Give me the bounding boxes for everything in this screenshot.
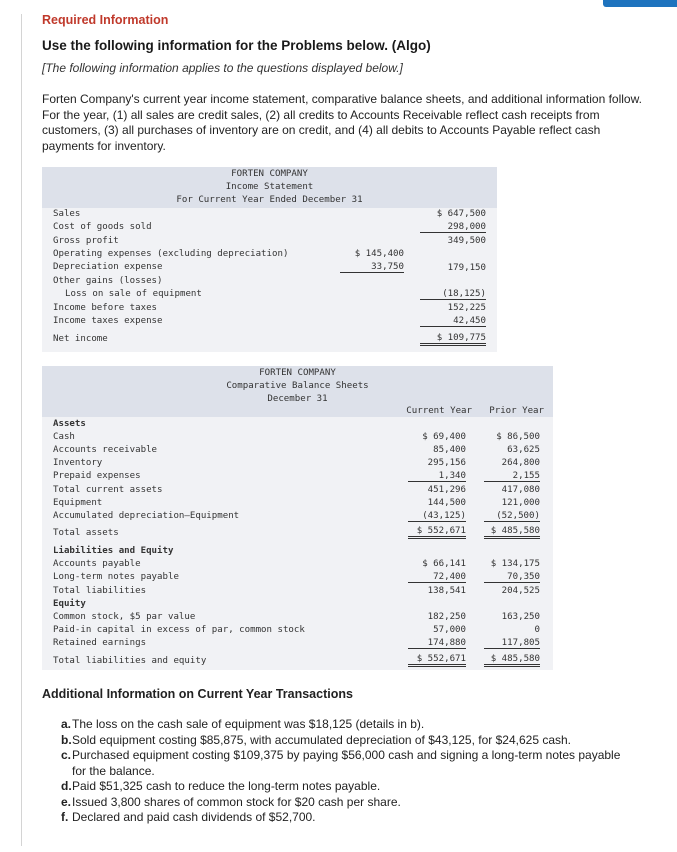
accounts-receivable-current: 85,400	[433, 445, 466, 455]
list-item	[61, 795, 621, 811]
long-term-notes-prior: 70,350	[484, 572, 540, 583]
list-item-text: Paid $51,325 cash to reduce the long-term notes payable.	[72, 779, 381, 793]
prior-year-column-header: Prior Year	[489, 406, 544, 416]
list-item-text: Sold equipment costing $85,875, with accumulated depreciation of $43,125, for $24,625 cash.	[72, 732, 572, 747]
problem-instructions-title: Use the following information for the Problems below. (Algo)	[42, 38, 431, 53]
long-term-notes-label: Long-term notes payable	[53, 572, 179, 582]
applies-note: [The following information applies to the questions displayed below.]	[42, 61, 403, 75]
total-assets-prior: $ 485,580	[484, 526, 540, 539]
other-gains-label: Other gains (losses)	[53, 276, 163, 286]
list-item-label: d.	[61, 779, 72, 793]
list-item-text: The loss on the cash sale of equipment was $18,125 (details in b).	[72, 717, 425, 731]
total-assets-label: Total assets	[53, 528, 119, 538]
list-item	[61, 748, 621, 779]
list-item-label: c.	[61, 748, 72, 762]
loss-on-sale-value: (18,125)	[420, 289, 486, 300]
list-item-text: Issued 3,800 shares of common stock for $20 cash per share.	[72, 794, 401, 809]
retained-earnings-current: 174,880	[408, 638, 466, 649]
total-liabilities-equity-prior: $ 485,580	[484, 654, 540, 667]
accumulated-depreciation-current: (43,125)	[408, 511, 466, 522]
list-item-label: b.	[61, 732, 72, 747]
total-expenses-value: 179,150	[447, 263, 486, 273]
accumulated-depreciation-prior: (52,500)	[484, 511, 540, 522]
inventory-label: Inventory	[53, 458, 103, 468]
inventory-prior: 264,800	[501, 458, 540, 468]
accounts-payable-label: Accounts payable	[53, 559, 141, 569]
balance-company-name: FORTEN COMPANY	[259, 368, 336, 378]
income-before-taxes-value: 152,225	[447, 303, 486, 313]
income-taxes-label: Income taxes expense	[53, 316, 163, 326]
additional-information-heading: Additional Information on Current Year Transactions	[42, 687, 353, 701]
intro-paragraph: Forten Company's current year income statement, comparative balance sheets, and additional information follow. For the year, (1) all sales are credit sales, (2) all credits to Accounts Receivable reflect cash receipts from customers, (3) all purchases of inventory are on credit, and (4) all debits to Accounts Payable reflect cash payments for inventory.	[42, 92, 642, 153]
required-information-heading: Required Information	[42, 13, 169, 27]
corner-tab-button[interactable]	[603, 0, 677, 7]
accounts-payable-current: $ 66,141	[422, 559, 466, 569]
total-liabilities-equity-current: $ 552,671	[408, 654, 466, 667]
income-company-name: FORTEN COMPANY	[231, 169, 308, 179]
retained-earnings-prior: 117,805	[484, 638, 540, 649]
accounts-receivable-prior: 63,625	[507, 445, 540, 455]
depreciation-value: 33,750	[340, 262, 404, 273]
total-current-assets-label: Total current assets	[53, 485, 163, 495]
cogs-label: Cost of goods sold	[53, 222, 152, 232]
accounts-payable-prior: $ 134,175	[490, 559, 540, 569]
list-item-text: Purchased equipment costing $109,375 by paying $56,000 cash and signing a long-term notes payable for the balance.	[72, 748, 621, 778]
gross-profit-value: 349,500	[447, 236, 486, 246]
paid-in-capital-current: 57,000	[433, 625, 466, 635]
equipment-prior: 121,000	[501, 498, 540, 508]
assets-heading: Assets	[53, 419, 86, 429]
current-year-column-header: Current Year	[406, 406, 472, 416]
list-item-text: Declared and paid cash dividends of $52,700.	[72, 810, 316, 824]
long-term-notes-current: 72,400	[408, 572, 466, 583]
accounts-receivable-label: Accounts receivable	[53, 445, 158, 455]
list-item-label: f.	[61, 810, 69, 824]
operating-expenses-value: $ 145,400	[354, 249, 404, 259]
cash-prior: $ 86,500	[496, 432, 540, 442]
accumulated-depreciation-label: Accumulated depreciation—Equipment	[53, 511, 240, 521]
net-income-label: Net income	[53, 334, 108, 344]
net-income-value: $ 109,775	[420, 333, 486, 346]
list-item-label: e.	[61, 794, 72, 809]
gross-profit-label: Gross profit	[53, 236, 119, 246]
total-liabilities-label: Total liabilities	[53, 586, 147, 596]
common-stock-prior: 163,250	[501, 612, 540, 622]
liabilities-equity-heading: Liabilities and Equity	[53, 546, 174, 556]
operating-expenses-label: Operating expenses (excluding depreciation)	[53, 249, 289, 259]
sales-label: Sales	[53, 209, 81, 219]
total-liabilities-current: 138,541	[427, 586, 466, 596]
depreciation-label: Depreciation expense	[53, 262, 163, 272]
total-current-assets-current: 451,296	[427, 485, 466, 495]
list-item	[61, 733, 621, 749]
prepaid-expenses-current: 1,340	[408, 471, 466, 482]
income-before-taxes-label: Income before taxes	[53, 303, 158, 313]
total-current-assets-prior: 417,080	[501, 485, 540, 495]
total-assets-current: $ 552,671	[408, 526, 466, 539]
total-liabilities-equity-label: Total liabilities and equity	[53, 656, 207, 666]
total-liabilities-prior: 204,525	[501, 586, 540, 596]
loss-on-sale-label: Loss on sale of equipment	[65, 289, 202, 299]
prepaid-expenses-prior: 2,155	[484, 471, 540, 482]
equity-heading: Equity	[53, 599, 86, 609]
balance-sheet-title: Comparative Balance Sheets	[226, 381, 369, 392]
common-stock-label: Common stock, $5 par value	[53, 612, 196, 622]
retained-earnings-label: Retained earnings	[53, 638, 147, 648]
prepaid-expenses-label: Prepaid expenses	[53, 471, 141, 481]
list-item	[61, 810, 621, 826]
income-statement-title: Income Statement	[225, 182, 314, 193]
equipment-current: 144,500	[427, 498, 466, 508]
paid-in-capital-label: Paid-in capital in excess of par, common stock	[53, 625, 305, 635]
common-stock-current: 182,250	[427, 612, 466, 622]
equipment-label: Equipment	[53, 498, 103, 508]
list-item	[61, 779, 621, 795]
cash-current: $ 69,400	[422, 432, 466, 442]
list-item	[61, 717, 621, 733]
inventory-current: 295,156	[427, 458, 466, 468]
paid-in-capital-prior: 0	[534, 625, 540, 635]
sales-value: $ 647,500	[436, 209, 486, 219]
income-statement-period: For Current Year Ended December 31	[176, 195, 363, 206]
cogs-value: 298,000	[420, 222, 486, 233]
additional-information-list	[61, 717, 621, 826]
content-frame-border	[21, 14, 22, 846]
balance-sheet-date: December 31	[267, 394, 328, 405]
cash-label: Cash	[53, 432, 75, 442]
list-item-label: a.	[61, 717, 72, 731]
income-taxes-value: 42,450	[420, 316, 486, 327]
